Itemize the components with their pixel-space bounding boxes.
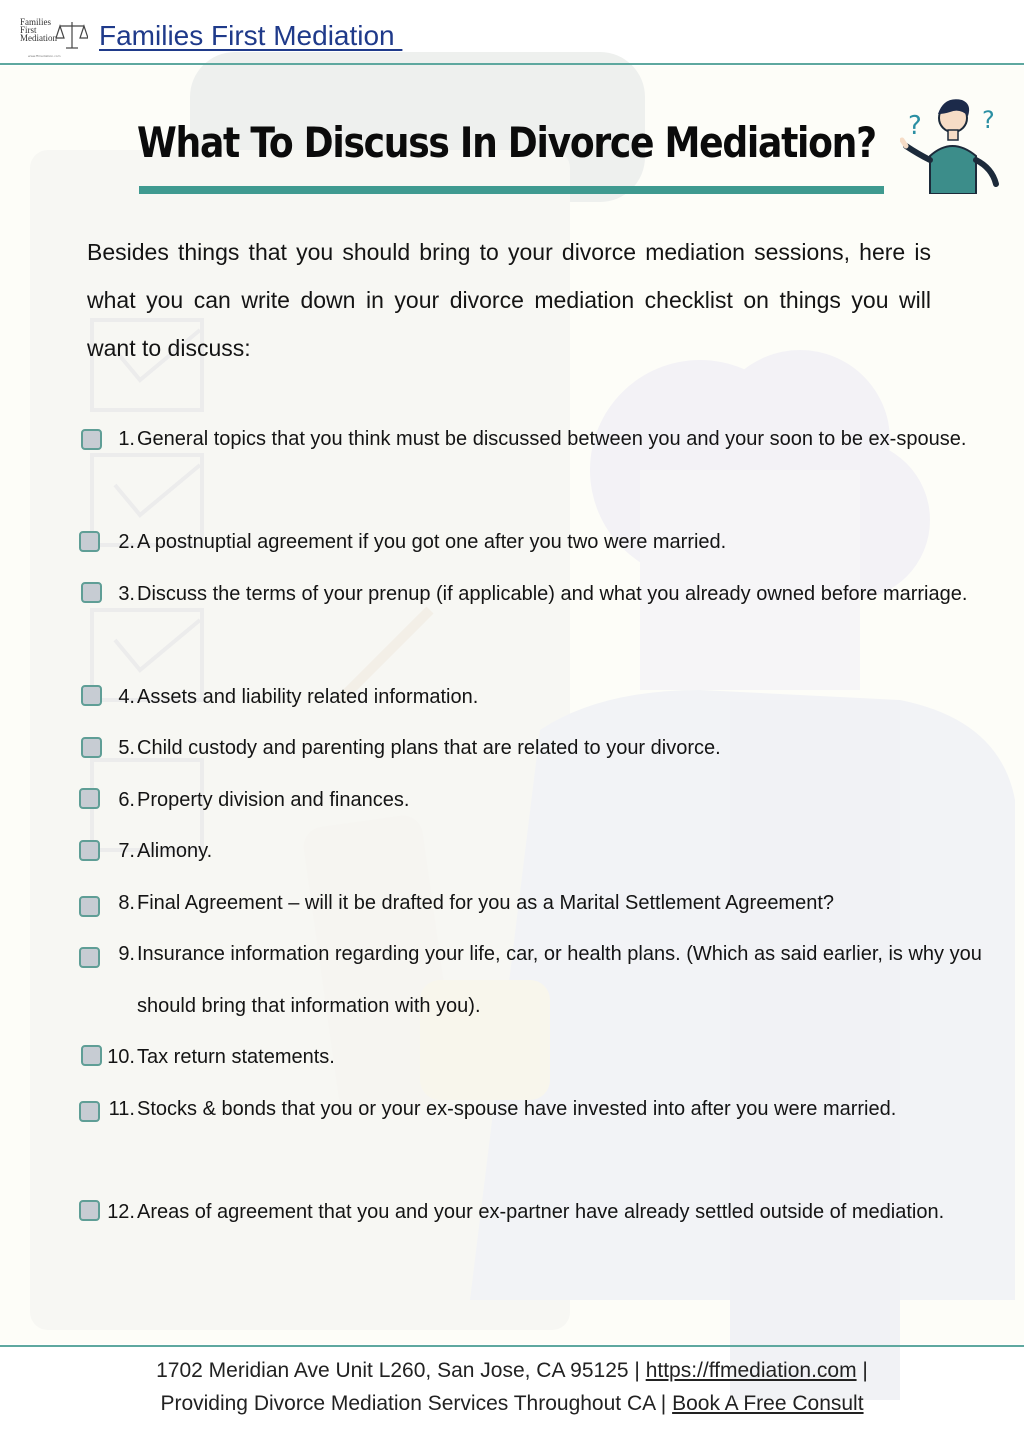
item-text: Discuss the terms of your prenup (if applicable) and what you already owned before marriage. [137,583,968,605]
item-text: Alimony. [137,840,213,862]
item-number: 1. [118,428,135,450]
website-link[interactable]: https://ffmediation.com [645,1359,857,1382]
title-underline [139,186,884,194]
footer-line-2 [60,1387,964,1420]
item-number: 2. [118,531,135,553]
item-number: 7. [118,840,135,862]
logo-subtitle: www.ffmediation.com [28,54,61,58]
site-title-link[interactable]: Families First Mediation [99,20,403,51]
confused-person-icon [900,94,1004,194]
svg-text:?: ? [908,111,922,141]
item-number: 12. [107,1201,135,1223]
item-text: General topics that you think must be discussed between you and your soon to be ex-spouse. [137,428,967,450]
page-header [0,0,1024,64]
scales-icon [56,20,88,50]
footer-separator: | [862,1359,868,1382]
footer-divider [0,1345,1024,1347]
header-divider [0,63,1024,65]
svg-text:?: ? [982,106,995,134]
item-text: Insurance information regarding your life, car, or health plans. (Which as said earlier, is why you should bring that information with you). [137,943,982,1017]
item-number: 9. [118,943,135,965]
page-footer [60,1354,964,1420]
item-number: 11. [108,1098,135,1120]
logo-line: Families [20,17,51,27]
footer-address: 1702 Meridian Ave Unit L260, San Jose, CA 95125 | [156,1359,640,1382]
item-text: Stocks & bonds that you or your ex-spouse have invested into after you were married. [137,1098,897,1120]
item-text: Property division and finances. [137,789,410,811]
intro-paragraph: Besides things that you should bring to your divorce mediation sessions, here is what you can write down in your divorce mediation checklist on things you will want to discuss: [87,239,931,361]
item-number: 6. [118,789,135,811]
logo-line: First [20,25,37,35]
item-number: 5. [118,737,135,759]
page-title: What To Discuss In Divorce Mediation? [137,118,876,167]
item-text: Child custody and parenting plans that are related to your divorce. [137,737,721,759]
logo [20,18,90,62]
book-consult-link[interactable]: Book A Free Consult [672,1392,864,1415]
item-text: A postnuptial agreement if you got one after you two were married. [137,531,727,553]
item-number: 3. [118,583,135,605]
logo-wordmark [20,18,57,42]
item-text: Assets and liability related information. [137,686,479,708]
item-text: Tax return statements. [137,1046,335,1068]
logo-line: Mediation [20,33,57,43]
item-text: Final Agreement – will it be drafted for you as a Marital Settlement Agreement? [137,892,835,914]
item-text: Areas of agreement that you and your ex-partner have already settled outside of mediation. [137,1201,945,1223]
item-number: 10. [107,1046,135,1068]
item-number: 8. [118,892,135,914]
footer-services: Providing Divorce Mediation Services Throughout CA | [160,1392,667,1415]
item-number: 4. [118,686,135,708]
footer-line-1 [60,1354,964,1387]
